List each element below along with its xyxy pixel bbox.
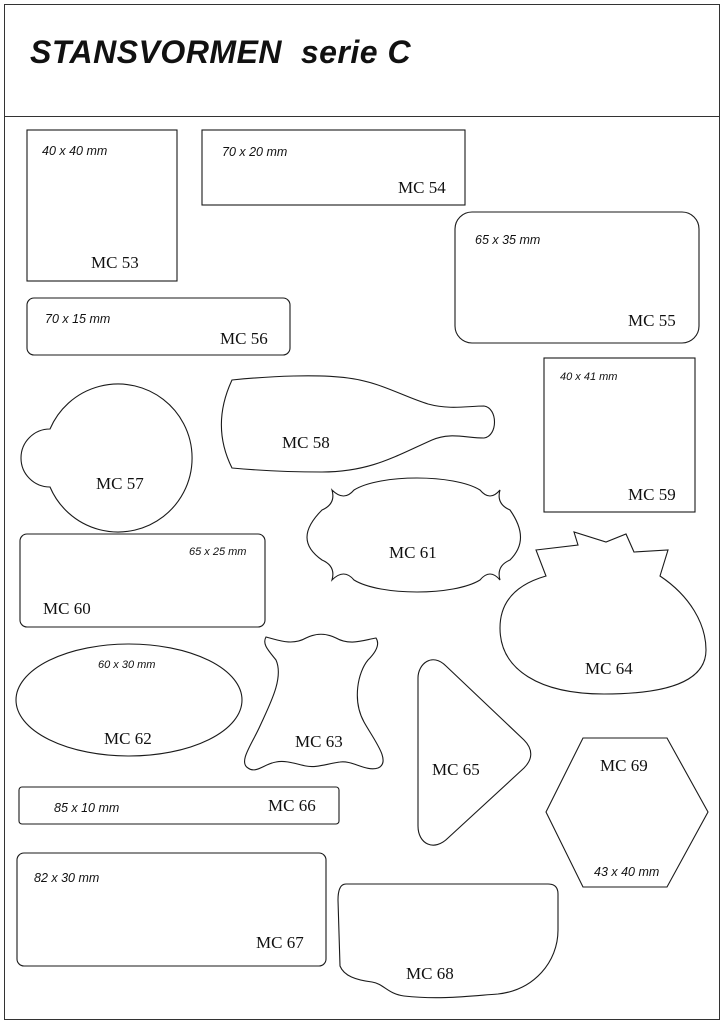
mc54-size: 70 x 20 mm — [222, 145, 288, 159]
mc53-label: MC 53 — [91, 253, 139, 272]
mc55-label: MC 55 — [628, 311, 676, 330]
die-mc55 — [455, 212, 699, 343]
die-mc58 — [222, 376, 495, 472]
mc62-size: 60 x 30 mm — [98, 659, 156, 671]
mc64-label: MC 64 — [585, 659, 633, 678]
mc53-size: 40 x 40 mm — [42, 144, 108, 158]
mc66-label: MC 66 — [268, 796, 316, 815]
die-mc69 — [546, 738, 708, 887]
mc69-label: MC 69 — [600, 756, 648, 775]
die-mc59 — [544, 358, 695, 512]
mc59-size: 40 x 41 mm — [560, 371, 618, 383]
mc69-size: 43 x 40 mm — [594, 865, 660, 879]
die-mc53 — [27, 130, 177, 281]
mc60-size: 65 x 25 mm — [189, 546, 247, 558]
die-mc57 — [21, 384, 192, 532]
mc67-size: 82 x 30 mm — [34, 871, 100, 885]
mc60-label: MC 60 — [43, 599, 91, 618]
mc58-label: MC 58 — [282, 433, 330, 452]
mc56-size: 70 x 15 mm — [45, 312, 111, 326]
mc54-label: MC 54 — [398, 178, 446, 197]
die-mc60 — [20, 534, 265, 627]
mc67-label: MC 67 — [256, 933, 304, 952]
die-mc63 — [245, 634, 384, 770]
die-mc54 — [202, 130, 465, 205]
mc59-label: MC 59 — [628, 485, 676, 504]
die-mc67 — [17, 853, 326, 966]
mc61-label: MC 61 — [389, 543, 437, 562]
die-mc56 — [27, 298, 290, 355]
die-mc64 — [500, 532, 706, 694]
die-mc68 — [338, 884, 558, 998]
mc66-size: 85 x 10 mm — [54, 801, 120, 815]
mc62-label: MC 62 — [104, 729, 152, 748]
mc68-label: MC 68 — [406, 964, 454, 983]
die-mc65 — [418, 660, 531, 845]
mc63-label: MC 63 — [295, 732, 343, 751]
mc65-label: MC 65 — [432, 760, 480, 779]
die-mc62 — [16, 644, 242, 756]
mc57-label: MC 57 — [96, 474, 144, 493]
die-mc66 — [19, 787, 339, 824]
mc55-size: 65 x 35 mm — [475, 233, 541, 247]
page-title: STANSVORMEN serie C — [30, 34, 412, 70]
mc56-label: MC 56 — [220, 329, 268, 348]
die-mc61 — [307, 478, 521, 592]
